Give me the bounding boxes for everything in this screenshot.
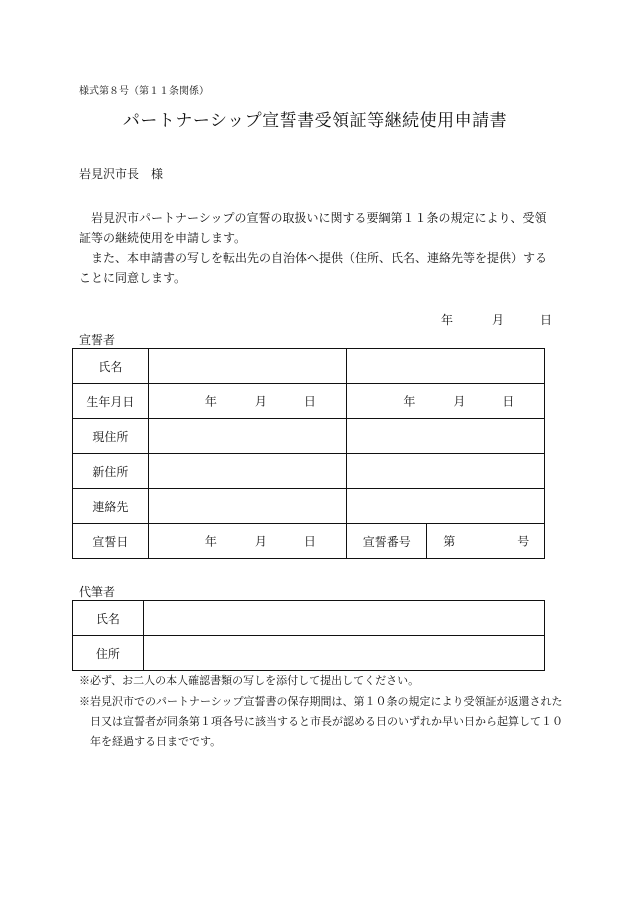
new-address-label: 新住所 <box>73 454 149 489</box>
application-date-day[interactable]: 日 <box>540 313 553 327</box>
proxy-address-field[interactable] <box>143 636 544 671</box>
name-label: 氏名 <box>73 349 149 384</box>
table-row <box>73 601 545 636</box>
oath-date-month: 月 <box>254 534 267 549</box>
name-field-2[interactable] <box>347 349 545 384</box>
table-row <box>73 349 545 384</box>
proxy-table <box>72 600 545 671</box>
declarant-table <box>72 348 545 559</box>
table-row <box>73 454 545 489</box>
addressee: 岩見沢市長 様 <box>79 167 164 181</box>
oath-date-field[interactable] <box>148 524 347 559</box>
contact-field-2[interactable] <box>347 489 545 524</box>
birthdate-field-2[interactable] <box>347 384 545 419</box>
note-retention-period: ※岩見沢市でのパートナーシップ宣誓書の保存期間は、第１０条の規定により受領証が返還された日又は宣誓者が同条第１項各号に該当すると市長が認める日のいずれか早い日から起算して１０年を経過する日までです。 <box>79 695 563 748</box>
oath-number-prefix: 第 <box>443 534 456 549</box>
new-address-field-2[interactable] <box>347 454 545 489</box>
paragraph-consent: また、本申請書の写しを転出先の自治体へ提供（住所、氏名、連絡先等を提供）することに同意します。 <box>79 251 548 285</box>
oath-date-day: 日 <box>303 534 316 549</box>
oath-number-label: 宣誓番号 <box>347 524 427 559</box>
table-row <box>73 384 545 419</box>
birthdate-2-day: 日 <box>502 394 515 409</box>
birthdate-label: 生年月日 <box>73 384 149 419</box>
contact-field-1[interactable] <box>148 489 347 524</box>
current-address-label: 現住所 <box>73 419 149 454</box>
birthdate-1-year: 年 <box>204 394 217 409</box>
table-row <box>73 489 545 524</box>
contact-label: 連絡先 <box>73 489 149 524</box>
oath-number-field[interactable] <box>427 524 545 559</box>
new-address-field-1[interactable] <box>148 454 347 489</box>
birthdate-1-month: 月 <box>254 394 267 409</box>
proxy-address-label: 住所 <box>73 636 144 671</box>
oath-number-suffix: 号 <box>517 534 530 549</box>
application-date-year[interactable]: 年 <box>441 313 454 327</box>
application-date-month[interactable]: 月 <box>492 313 505 327</box>
form-number: 様式第８号（第１１条関係） <box>79 86 209 97</box>
proxy-section-label: 代筆者 <box>79 585 116 599</box>
page-title: パートナーシップ宣誓書受領証等継続使用申請書 <box>122 111 508 131</box>
birthdate-field-1[interactable] <box>148 384 347 419</box>
table-row <box>73 419 545 454</box>
declarant-section-label: 宣誓者 <box>79 333 116 347</box>
oath-date-year: 年 <box>204 534 217 549</box>
proxy-name-label: 氏名 <box>73 601 144 636</box>
current-address-field-1[interactable] <box>148 419 347 454</box>
birthdate-1-day: 日 <box>303 394 316 409</box>
table-row <box>73 524 545 559</box>
table-row <box>73 636 545 671</box>
name-field-1[interactable] <box>148 349 347 384</box>
birthdate-2-year: 年 <box>403 394 416 409</box>
oath-date-label: 宣誓日 <box>73 524 149 559</box>
proxy-name-field[interactable] <box>143 601 544 636</box>
birthdate-2-month: 月 <box>453 394 466 409</box>
paragraph-application: 岩見沢市パートナーシップの宣誓の取扱いに関する要綱第１１条の規定により、受領証等の継続使用を申請します。 <box>79 211 547 245</box>
current-address-field-2[interactable] <box>347 419 545 454</box>
note-id-documents: ※必ず、お二人の本人確認書類の写しを添付して提出してください。 <box>79 674 420 687</box>
